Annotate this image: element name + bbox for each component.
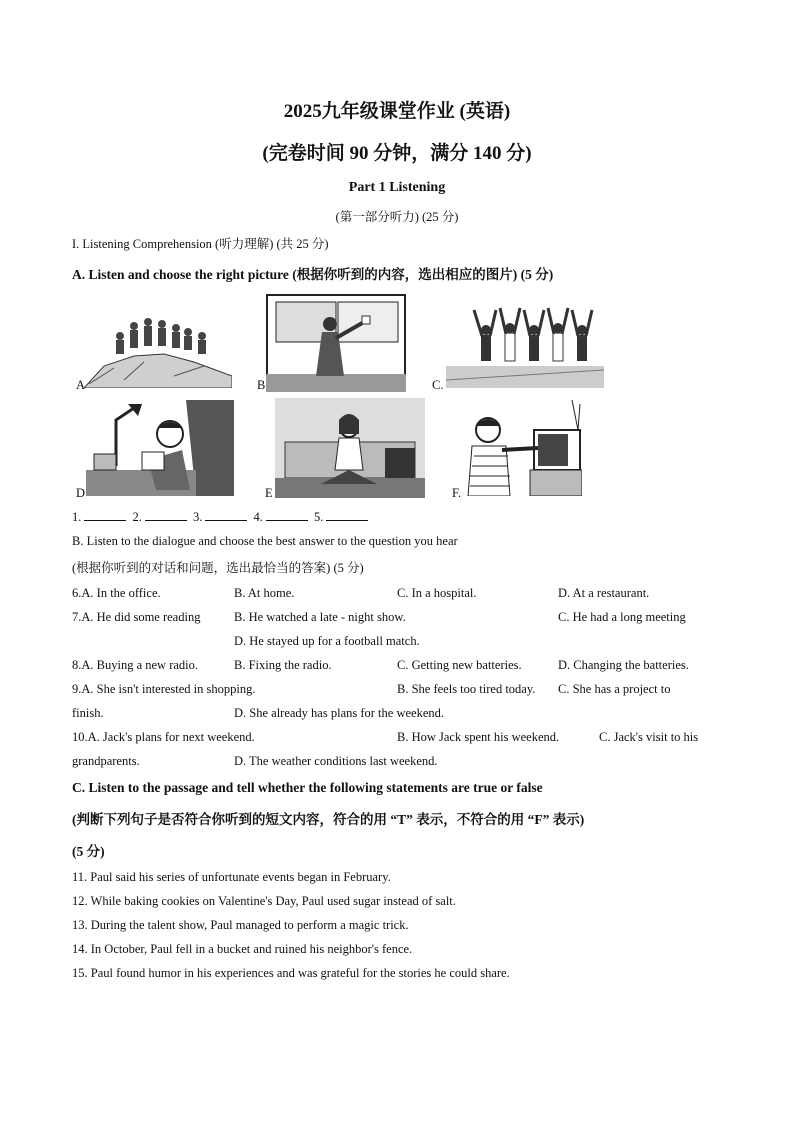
answer-blank[interactable] [84,510,126,521]
q8-option-d: D. Changing the batteries. [558,658,689,672]
hikers-on-hill-icon [84,296,232,388]
picture-e [275,398,425,498]
q10-option-c-cont: grandparents. [72,754,140,768]
section-c-points: (5 分) [72,844,105,859]
q8-option-a: 8.A. Buying a new radio. [72,658,199,672]
q7-option-a: 7.A. He did some reading [72,610,201,624]
answer-number: 4. [253,510,263,524]
q9-option-d: D. She already has plans for the weekend. [234,706,444,720]
q10-option-c: C. Jack's visit to his [599,730,699,744]
q6-option-d: D. At a restaurant. [558,586,650,600]
answer-number: 2. [132,510,142,524]
statement-15: 15. Paul found humor in his experiences and was grateful for the stories he could share. [72,966,510,980]
section-c-heading: C. Listen to the passage and tell whether the following statements are true or false [72,780,543,795]
woman-cleaning-window-icon [266,294,406,392]
part-title: Part 1 Listening [348,180,446,195]
part-subtitle: (第一部分听力) (25 分) [335,210,459,224]
q10-option-b: B. How Jack spent his weekend. [397,730,560,744]
q9-option-c-cont: finish. [72,706,104,720]
picture-b-label: B [257,378,266,392]
statement-11: 11. Paul said his series of unfortunate events began in February. [72,870,391,884]
q7-option-d: D. He stayed up for a football match. [234,634,420,648]
q8-option-c: C. Getting new batteries. [397,658,522,672]
statement-13: 13. During the talent show, Paul managed to perform a magic trick. [72,918,409,932]
section-a-heading: A. Listen and choose the right picture (根据你听到的内容，选出相应的图片) (5 分) [72,267,554,282]
answer-blanks [72,510,371,525]
section-i-heading: I. Listening Comprehension (听力理解) (共 25 分) [72,237,329,251]
picture-d [86,400,234,496]
picture-b [266,294,406,392]
picture-d-label: D [76,486,86,500]
answer-number: 1. [72,510,82,524]
picture-c [446,300,604,388]
statement-12: 12. While baking cookies on Valentine's Day, Paul used sugar instead of salt. [72,894,456,908]
group-cheering-icon [446,300,604,388]
boy-reading-at-desk-icon [86,400,234,496]
woman-sitting-on-floor-icon [275,398,425,498]
answer-blank[interactable] [266,510,308,521]
q6-option-b: B. At home. [234,586,295,600]
q6-option-a: 6.A. In the office. [72,586,161,600]
answer-blank[interactable] [145,510,187,521]
q10-option-d: D. The weather conditions last weekend. [234,754,438,768]
picture-c-label: C. [432,378,444,392]
section-c-heading-cn: (判断下列句子是否符合你听到的短文内容，符合的用 “T” 表示，不符合的用 “F” 表示) [72,812,585,827]
picture-e-label: E [265,486,273,500]
picture-a-label: A [76,378,86,392]
q8-option-b: B. Fixing the radio. [234,658,332,672]
statement-14: 14. In October, Paul fell in a bucket and ruined his neighbor's fence. [72,942,413,956]
answer-blank[interactable] [205,510,247,521]
q9-option-c: C. She has a project to [558,682,671,696]
answer-number: 5. [314,510,324,524]
section-b-heading-cn: (根据你听到的对话和问题，选出最恰当的答案) (5 分) [72,561,364,575]
boy-at-television-icon [462,400,582,496]
q9-option-b: B. She feels too tired today. [397,682,536,696]
q9-option-a: 9.A. She isn't interested in shopping. [72,682,256,696]
picture-a [84,296,232,388]
picture-f [462,400,582,496]
answer-number: 3. [193,510,203,524]
page-subtitle: (完卷时间 90 分钟，满分 140 分) [262,143,532,164]
q7-option-b: B. He watched a late - night show. [234,610,406,624]
q7-option-c: C. He had a long meeting [558,610,686,624]
answer-blank[interactable] [326,510,368,521]
q6-option-c: C. In a hospital. [397,586,477,600]
picture-f-label: F. [452,486,462,500]
q10-option-a: 10.A. Jack's plans for next weekend. [72,730,255,744]
page-title: 2025九年级课堂作业 (英语) [283,101,511,122]
section-b-heading: B. Listen to the dialogue and choose the best answer to the question you hear [72,534,458,548]
